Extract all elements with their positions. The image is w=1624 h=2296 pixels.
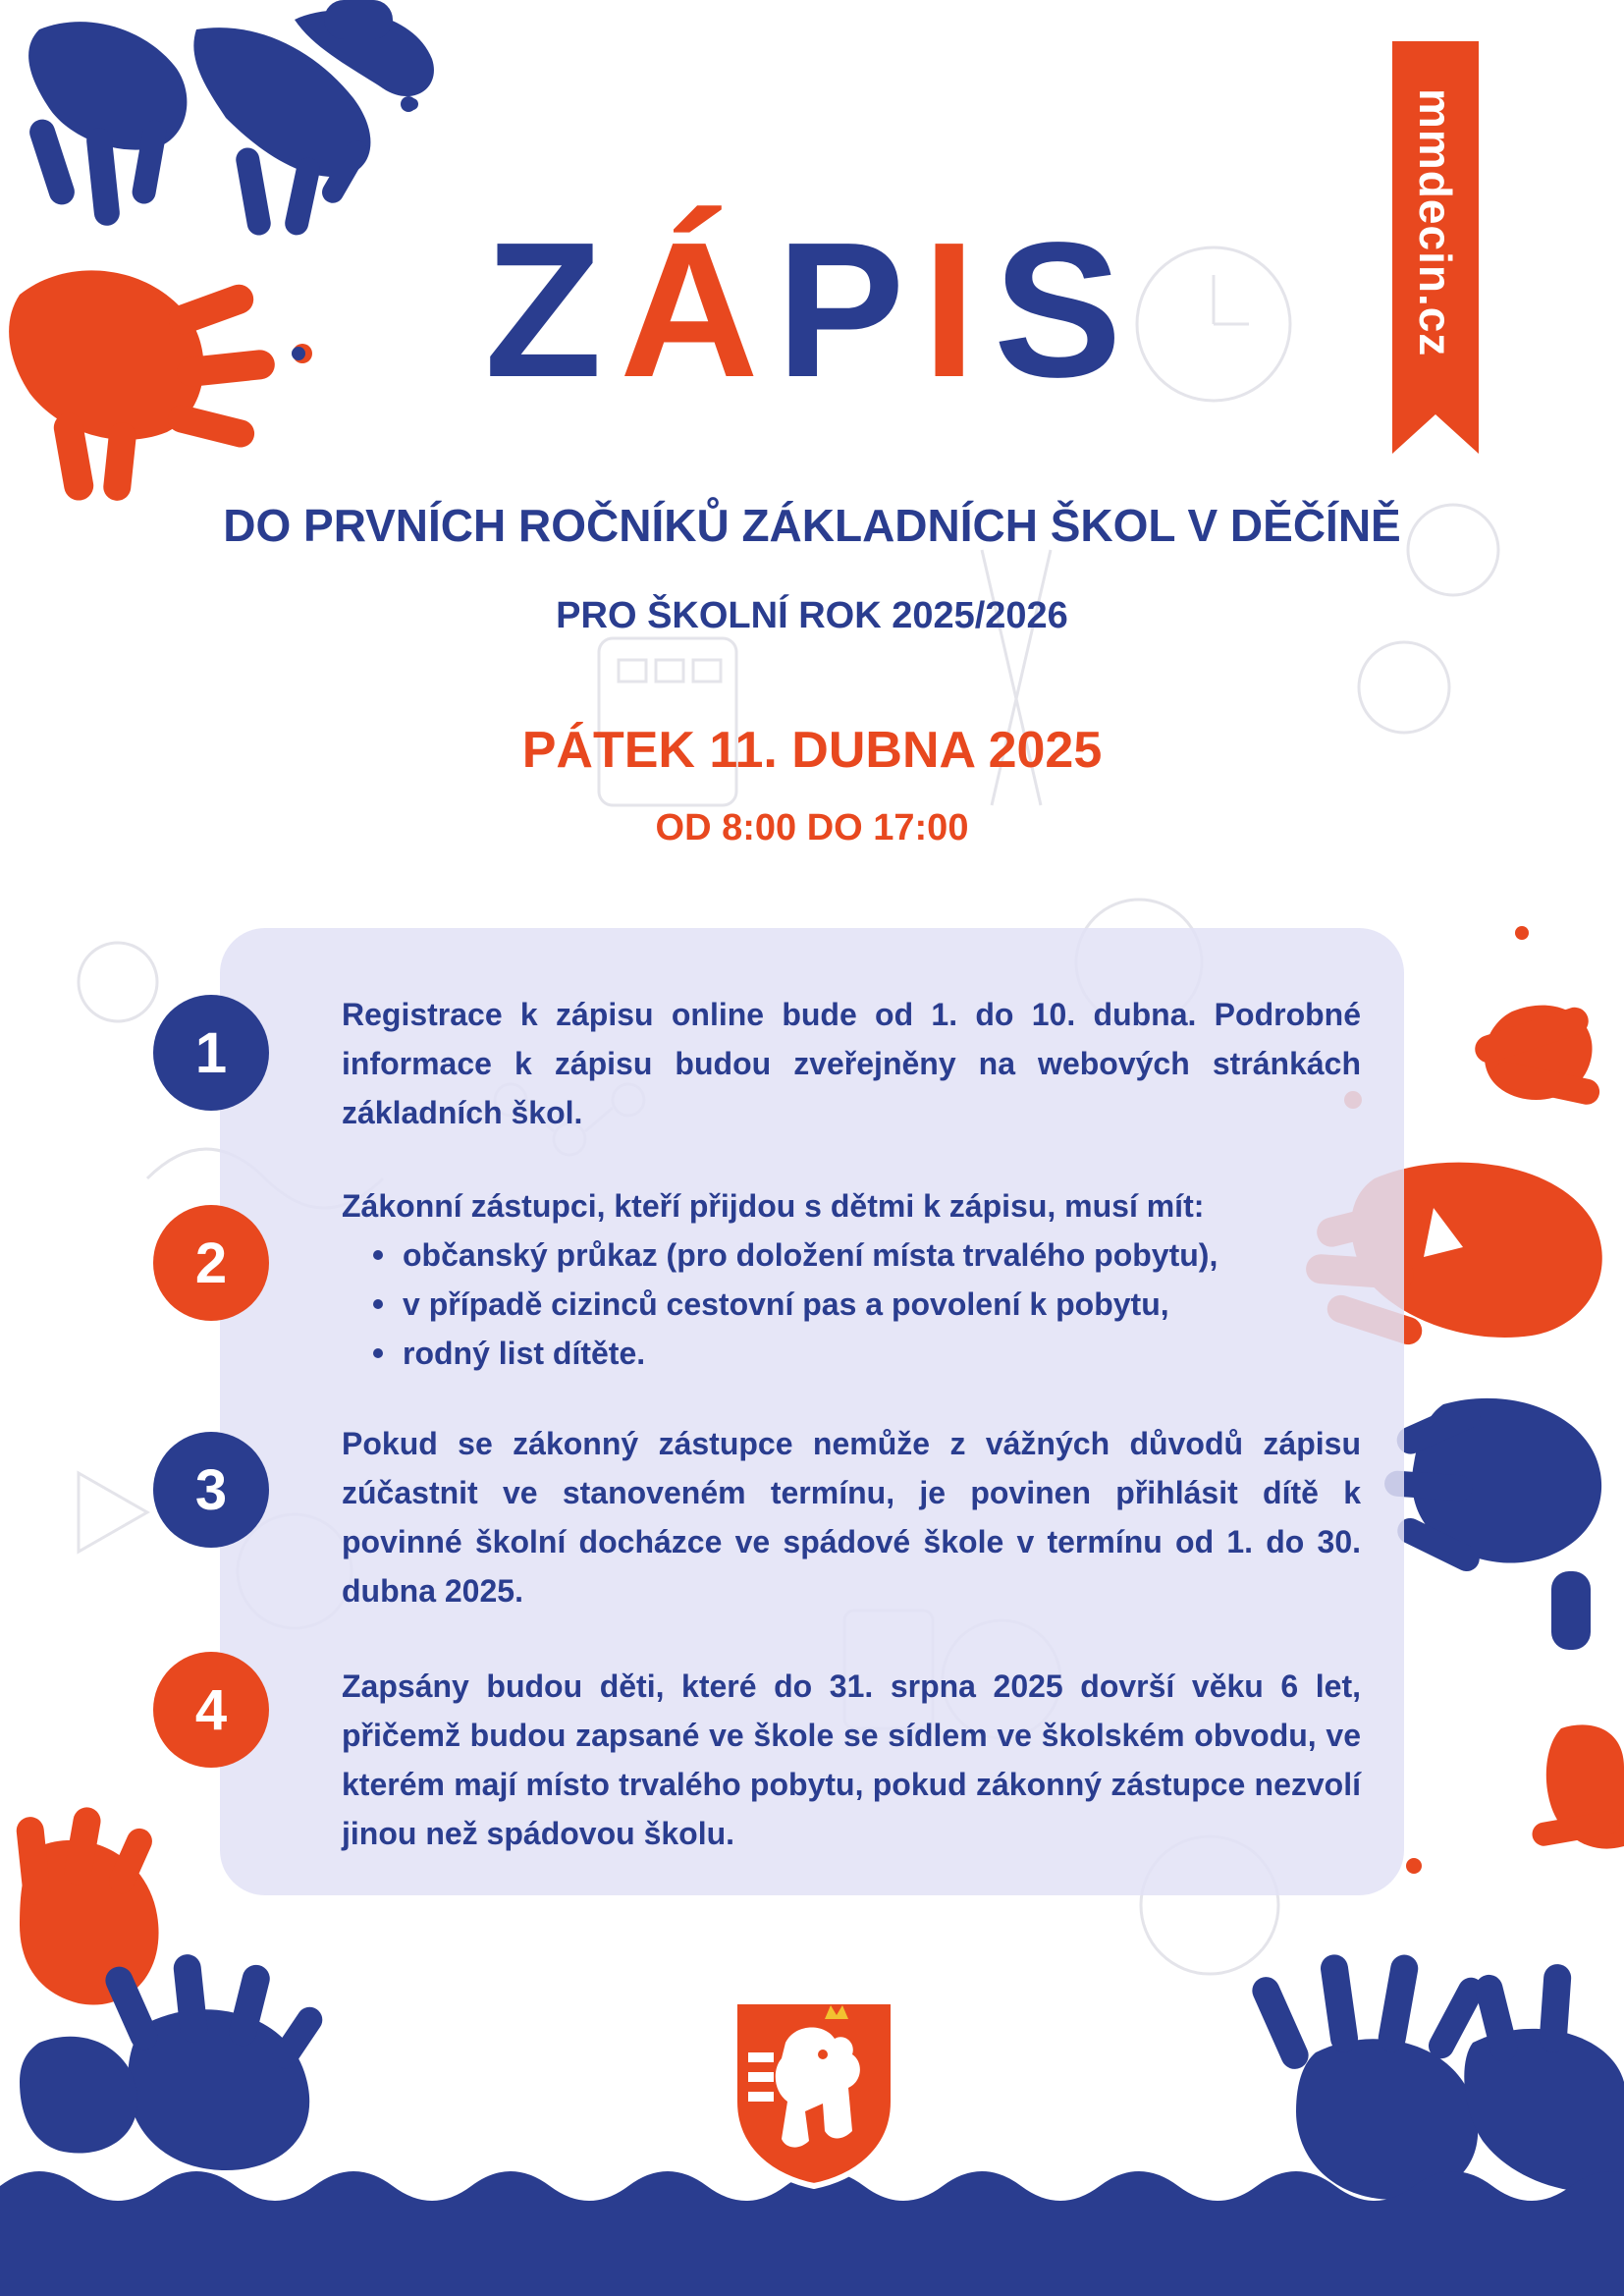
step-3-text (342, 1419, 1361, 1615)
step-number-2: 2 (153, 1205, 269, 1321)
title-letter: I (922, 202, 994, 417)
step-2-text (342, 1181, 1361, 1378)
list-item: v případě cizinců cestovní pas a povolení k pobytu, (403, 1280, 1361, 1329)
required-documents-list (342, 1230, 1361, 1378)
handprint-icon (1383, 1397, 1601, 1650)
event-date: PÁTEK 11. DUBNA 2025 (521, 722, 1103, 779)
step-number-1: 1 (153, 995, 269, 1111)
step-number-4: 4 (153, 1652, 269, 1768)
decin-coat-of-arms-icon (727, 1994, 901, 2190)
step-4-text (342, 1662, 1361, 1858)
title-letter: S (993, 202, 1140, 417)
subtitle: DO PRVNÍCH ROČNÍKŮ ZÁKLADNÍCH ŠKOL V DĚČÍNĚ (223, 500, 1401, 551)
title-letter: P (776, 202, 923, 417)
handprint-icon (1406, 1724, 1624, 1874)
handprint-icon (27, 0, 434, 238)
school-year: PRO ŠKOLNÍ ROK 2025/2026 (556, 595, 1068, 636)
page-title (0, 202, 1624, 417)
step-3-paragraph: Pokud se zákonný zástupce nemůže z vážných důvodů zápisu zúčastnit ve stanoveném termínu, je povinen přihlásit dítě k povinné školní docházce ve spádové škole v termínu od 1. do 30. dubna 2025. (342, 1426, 1361, 1609)
handprint-icon (15, 1805, 158, 2004)
website-link[interactable]: mmdecin.cz (1410, 88, 1461, 357)
step-1-text (342, 990, 1361, 1137)
event-time: OD 8:00 DO 17:00 (655, 807, 969, 848)
step-4-paragraph: Zapsány budou děti, které do 31. srpna 2025 dovrší věku 6 let, přičemž budou zapsané ve škole se sídlem ve školském obvodu, ve kterém mají místo trvalého pobytu, pokud zákonný zástupce nezvolí jinou než spádovou školu. (342, 1668, 1361, 1851)
list-item: občanský průkaz (pro doložení místa trvalého pobytu), (403, 1230, 1361, 1280)
step-1-paragraph: Registrace k zápisu online bude od 1. do 10. dubna. Podrobné informace k zápisu budou zveřejněny na webových stránkách základních škol. (342, 997, 1361, 1130)
title-letter: Z (484, 202, 621, 417)
step-2-intro: Zákonní zástupci, kteří přijdou s dětmi k zápisu, musí mít: (342, 1188, 1205, 1224)
list-item: rodný list dítěte. (403, 1329, 1361, 1378)
step-number-3: 3 (153, 1432, 269, 1548)
title-letter: Á (620, 202, 777, 417)
